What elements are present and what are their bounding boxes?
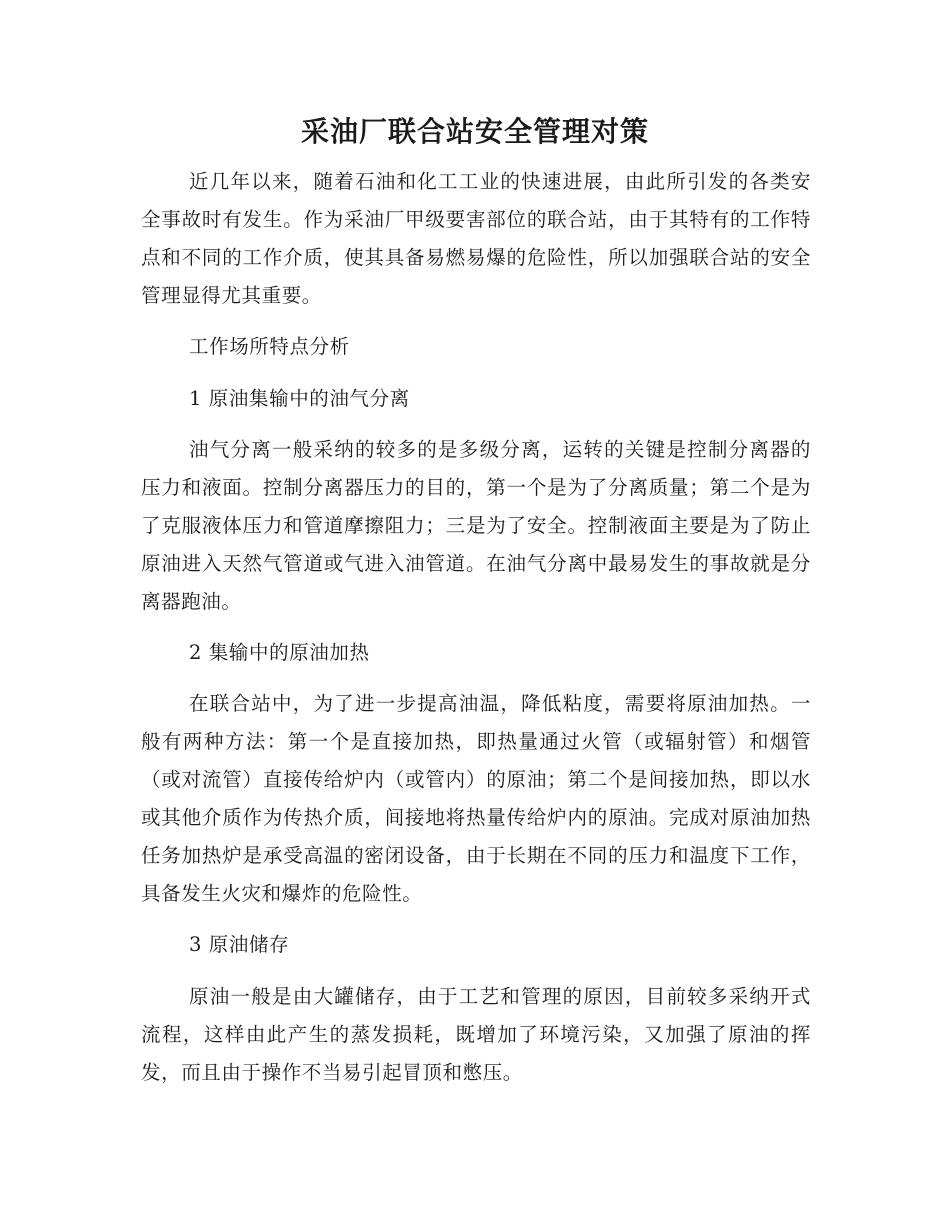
subsection-body-3: 原油一般是由大罐储存，由于工艺和管理的原因，目前较多采纳开式流程，这样由此产生的蒸发损耗，既增加了环境污染，又加强了原油的挥发，而且由于操作不当易引起冒顶和憋压。 <box>141 985 811 1084</box>
section-heading: 工作场所特点分析 <box>189 335 350 358</box>
subsection-heading-1: 1 原油集输中的油气分离 <box>189 387 410 410</box>
subsection-heading-2: 2 集输中的原油加热 <box>189 641 370 664</box>
subsection-heading-3: 3 原油储存 <box>189 933 290 956</box>
subsection-body-1: 油气分离一般采纳的较多的是多级分离，运转的关键是控制分离器的压力和液面。控制分离器压力的目的，第一个是为了分离质量；第二个是为了克服液体压力和管道摩擦阻力；三是为了安全。控制液面主要是为了防止原油进入天然气管道或气进入油管道。在油气分离中最易发生的事故就是分离器跑油。 <box>141 438 811 613</box>
intro-paragraph: 近几年以来，随着石油和化工工业的快速进展，由此所引发的各类安全事故时有发生。作为采油厂甲级要害部位的联合站，由于其特有的工作特点和不同的工作介质，使其具备易燃易爆的危险性，所以加强联合站的安全管理显得尤其重要。 <box>141 170 811 307</box>
document-title: 采油厂联合站安全管理对策 <box>300 115 649 148</box>
subsection-body-2: 在联合站中，为了进一步提高油温，降低粘度，需要将原油加热。一般有两种方法：第一个是直接加热，即热量通过火管（或辐射管）和烟管（或对流管）直接传给炉内（或管内）的原油；第二个是间接加热，即以水或其他介质作为传热介质，间接地将热量传给炉内的原油。完成对原油加热任务加热炉是承受高温的密闭设备，由于长期在不同的压力和温度下工作，具备发生火灾和爆炸的危险性。 <box>141 692 811 905</box>
